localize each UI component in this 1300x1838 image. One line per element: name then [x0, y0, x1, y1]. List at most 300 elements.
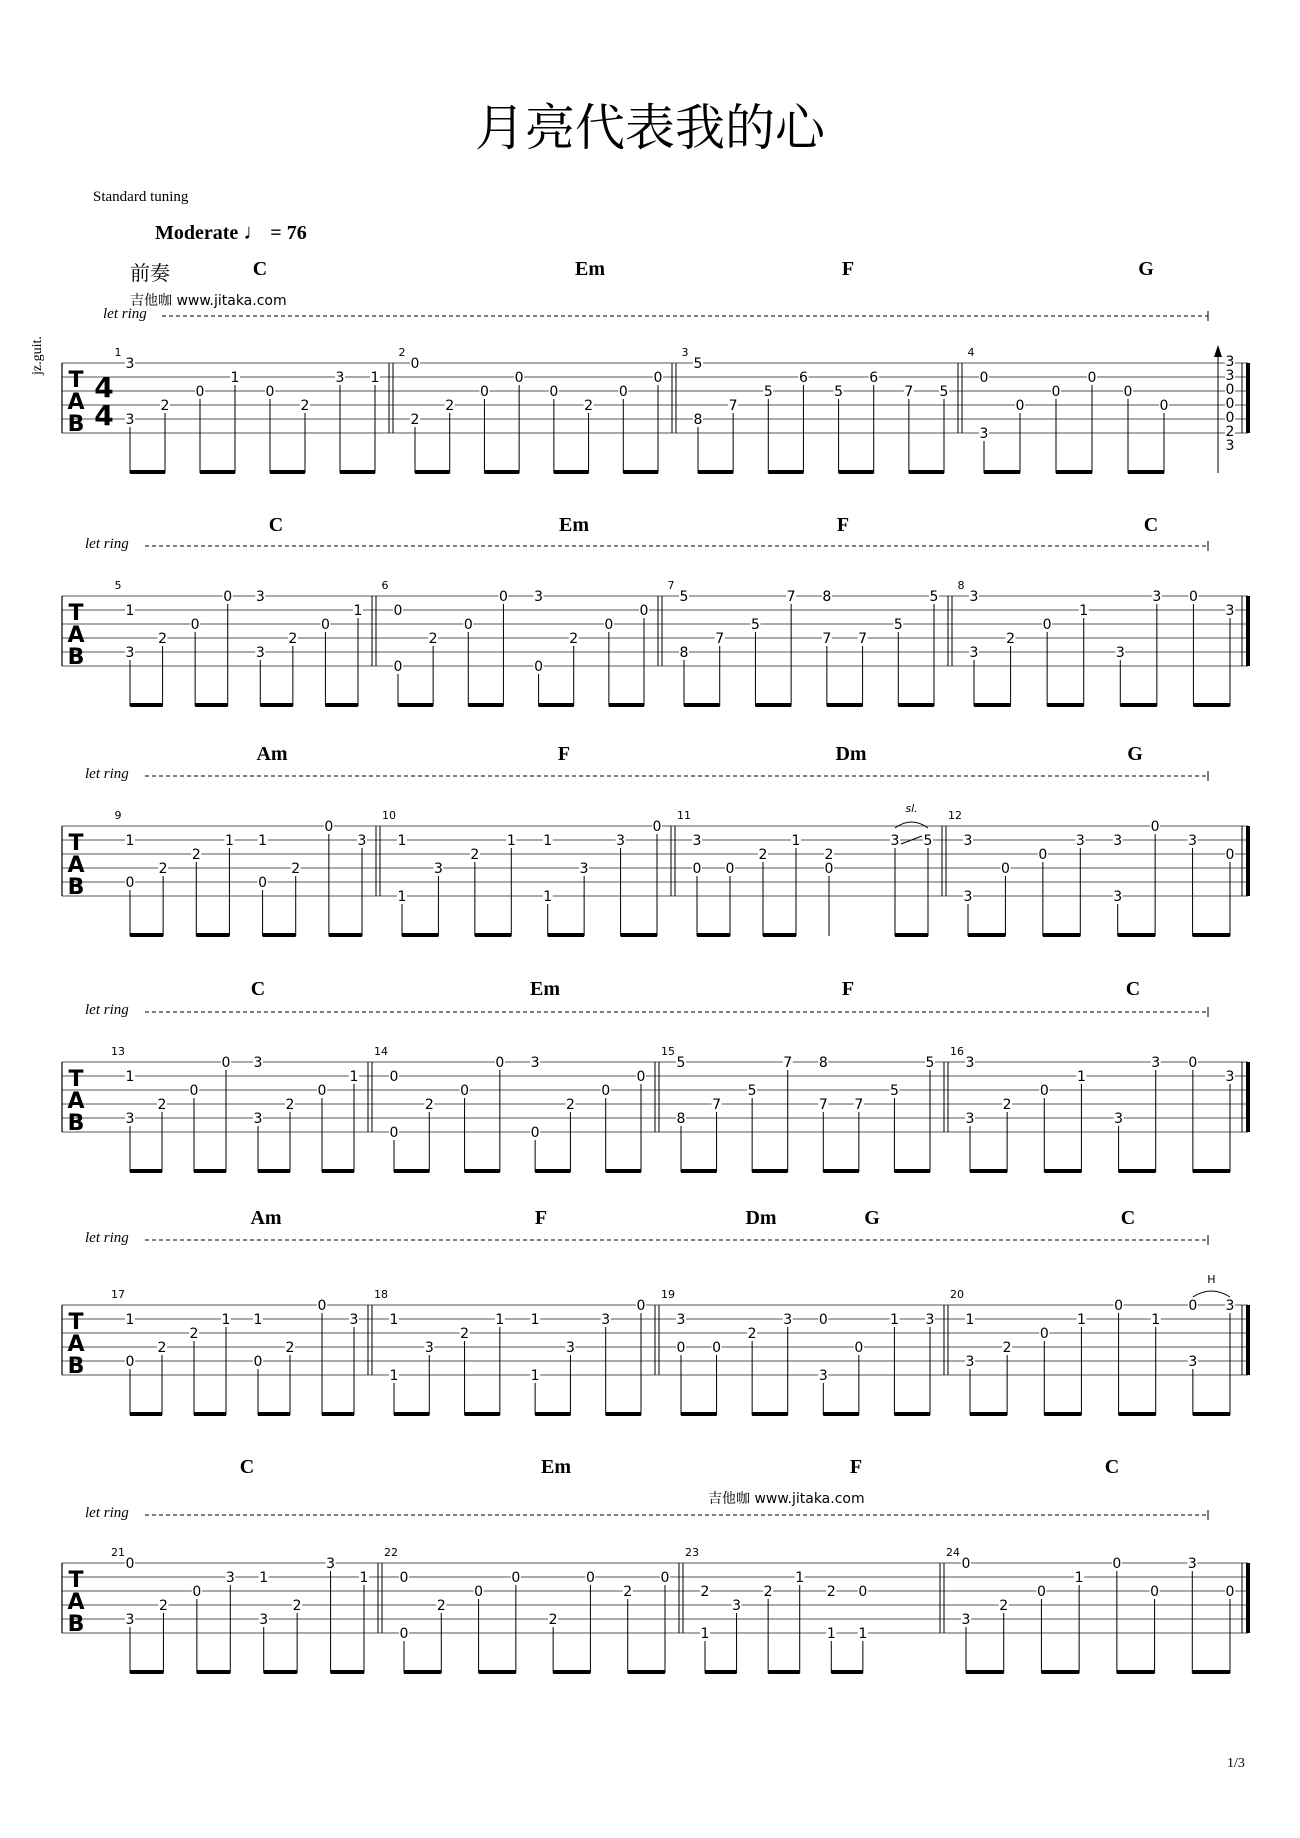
fret-number: 2 — [158, 1598, 168, 1614]
beam — [200, 470, 235, 474]
fret-number: 1 — [858, 1626, 868, 1642]
fret-number: 3 — [692, 833, 702, 849]
fret-number: 3 — [1225, 1298, 1235, 1314]
fret-number: 0 — [1015, 398, 1025, 414]
fret-number: 7 — [712, 1097, 722, 1113]
beam — [484, 470, 519, 474]
chord-symbol: Em — [541, 1456, 571, 1478]
fret-number: 3 — [125, 356, 135, 372]
fret-number: 0 — [1188, 1298, 1198, 1314]
fret-number: 2 — [157, 1340, 167, 1356]
beam — [258, 1412, 290, 1416]
tab-system — [62, 311, 1248, 474]
fret-number: 7 — [783, 1055, 793, 1071]
fret-number: 0 — [961, 1556, 971, 1572]
fret-number: 0 — [125, 1354, 135, 1370]
fret-number: 2 — [292, 1598, 302, 1614]
fret-number: 0 — [601, 1083, 611, 1099]
chord-symbol: Em — [575, 258, 605, 280]
fret-number: 2 — [758, 847, 768, 863]
tab-letter-t: T — [68, 1067, 84, 1092]
beam — [1128, 470, 1164, 474]
measure-number: 1 — [114, 346, 122, 359]
fret-number: 2 — [285, 1340, 295, 1356]
beam — [479, 1670, 516, 1674]
fret-number: 2 — [1225, 424, 1235, 440]
fret-number: 3 — [424, 1340, 434, 1356]
fret-number: 0 — [125, 875, 135, 891]
fret-number: 0 — [534, 659, 544, 675]
fret-number: 0 — [399, 1570, 409, 1586]
beam — [606, 1169, 641, 1173]
fret-number: 3 — [1187, 1556, 1197, 1572]
fret-number: 3 — [253, 1111, 263, 1127]
fret-number: 2 — [158, 631, 168, 647]
fret-number: 0 — [1114, 1298, 1124, 1314]
chord-symbol: C — [1143, 514, 1159, 536]
fret-number: 2 — [410, 412, 420, 428]
chord-symbol: C — [1120, 1207, 1136, 1229]
fret-number: 7 — [904, 384, 914, 400]
fret-number: 0 — [1188, 1055, 1198, 1071]
fret-number: 2 — [747, 1326, 757, 1342]
beam — [398, 703, 433, 707]
fret-number: 3 — [1115, 645, 1125, 661]
beam — [394, 1169, 429, 1173]
tab-letter-t: T — [68, 368, 84, 393]
measure-number: 20 — [950, 1288, 964, 1301]
fret-number: 1 — [353, 603, 363, 619]
beam — [130, 703, 163, 707]
fret-number: 1 — [1074, 1570, 1084, 1586]
beam — [894, 1412, 930, 1416]
measure-number: 21 — [111, 1546, 125, 1559]
beam — [628, 1670, 665, 1674]
fret-number: 2 — [1002, 1340, 1012, 1356]
fret-number: 2 — [1006, 631, 1016, 647]
fret-number: 1 — [125, 833, 135, 849]
fret-number: 0 — [463, 617, 473, 633]
hammer-arc — [1193, 1291, 1230, 1297]
chord-symbol: C — [250, 978, 266, 1000]
fret-number: 1 — [359, 1570, 369, 1586]
tab-system — [62, 1510, 1248, 1674]
beam — [1118, 933, 1155, 937]
section-label: 前奏 — [130, 261, 170, 285]
fret-number: 3 — [1225, 1069, 1235, 1085]
fret-number: 0 — [725, 861, 735, 877]
fret-number: 0 — [399, 1626, 409, 1642]
beam — [1117, 1670, 1155, 1674]
beam — [394, 1412, 429, 1416]
fret-number: 3 — [530, 1055, 540, 1071]
fret-number: 1 — [530, 1368, 540, 1384]
time-signature-top: 4 — [94, 371, 114, 404]
beam — [402, 933, 438, 937]
measure-number: 14 — [374, 1045, 388, 1058]
fret-number: 0 — [676, 1340, 686, 1356]
fret-number: 3 — [1114, 1111, 1124, 1127]
fret-number: 3 — [963, 889, 973, 905]
measure-number: 12 — [948, 809, 962, 822]
fret-number: 0 — [1112, 1556, 1122, 1572]
beam — [1056, 470, 1092, 474]
let-ring-label: let ring — [85, 1002, 129, 1018]
fret-number: 0 — [636, 1069, 646, 1085]
fret-number: 0 — [1038, 847, 1048, 863]
tab-letter-b: B — [67, 1111, 85, 1136]
chord-symbol: C — [268, 514, 284, 536]
fret-number: 0 — [514, 370, 524, 386]
let-ring-label: let ring — [85, 766, 129, 782]
fret-number: 3 — [349, 1312, 359, 1328]
fret-number: 2 — [623, 1584, 633, 1600]
fret-number: 5 — [923, 833, 933, 849]
beam — [260, 703, 293, 707]
fret-number: 1 — [125, 603, 135, 619]
fret-number: 3 — [979, 426, 989, 442]
fret-number: 0 — [1225, 1584, 1235, 1600]
fret-number: 0 — [223, 589, 233, 605]
fret-number: 0 — [1159, 398, 1169, 414]
chord-symbol: Am — [250, 1207, 282, 1229]
beam — [322, 1169, 354, 1173]
fret-number: 0 — [854, 1340, 864, 1356]
tab-letter-b: B — [67, 1354, 85, 1379]
beam — [1044, 1412, 1081, 1416]
fret-number: 0 — [1042, 617, 1052, 633]
let-ring-label: let ring — [85, 1505, 129, 1521]
fret-number: 2 — [285, 1097, 295, 1113]
measure-number: 24 — [946, 1546, 960, 1559]
fret-number: 1 — [125, 1069, 135, 1085]
fret-number: 0 — [530, 1125, 540, 1141]
tempo-word: Moderate — [155, 222, 239, 244]
beam — [1119, 1412, 1156, 1416]
fret-number: 3 — [1152, 589, 1162, 605]
measure-number: 23 — [685, 1546, 699, 1559]
chord-symbol: Em — [559, 514, 589, 536]
beam — [968, 933, 1005, 937]
fret-number: 2 — [826, 1584, 836, 1600]
fret-number: 5 — [889, 1083, 899, 1099]
fret-number: 5 — [750, 617, 760, 633]
let-ring-label: let ring — [85, 536, 129, 552]
beam — [970, 1412, 1007, 1416]
let-ring-label: let ring — [85, 1230, 129, 1246]
fret-number: 1 — [530, 1312, 540, 1328]
fret-number: 2 — [428, 631, 438, 647]
fret-number: 0 — [639, 603, 649, 619]
fret-number: 7 — [822, 631, 832, 647]
beam — [465, 1412, 500, 1416]
tab-letter-t: T — [68, 1568, 84, 1593]
fret-number: 2 — [288, 631, 298, 647]
fret-number: 3 — [963, 833, 973, 849]
beam — [894, 1169, 930, 1173]
fret-number: 0 — [1225, 396, 1235, 412]
beam — [1192, 1670, 1230, 1674]
fret-number: 0 — [495, 1055, 505, 1071]
fret-number: 0 — [652, 819, 662, 835]
watermark: 吉他咖 www.jitaka.com — [708, 1491, 865, 1507]
measure-number: 13 — [111, 1045, 125, 1058]
fret-number: 2 — [300, 398, 310, 414]
fret-number: 3 — [579, 861, 589, 877]
fret-number: 3 — [125, 645, 135, 661]
beam — [831, 1670, 863, 1674]
fret-number: 0 — [265, 384, 275, 400]
fret-number: 2 — [824, 847, 834, 863]
beam — [1043, 933, 1080, 937]
fret-number: 2 — [565, 1097, 575, 1113]
fret-number: 1 — [224, 833, 234, 849]
beam — [698, 470, 733, 474]
fret-number: 0 — [389, 1069, 399, 1085]
measure-number: 5 — [114, 579, 122, 592]
fret-number: 3 — [783, 1312, 793, 1328]
fret-number: 3 — [534, 589, 544, 605]
beam — [475, 933, 511, 937]
measure-number: 15 — [661, 1045, 675, 1058]
fret-number: 3 — [890, 833, 900, 849]
beam — [898, 703, 934, 707]
beam — [1193, 703, 1230, 707]
fret-number: 2 — [1002, 1097, 1012, 1113]
fret-number: 0 — [317, 1083, 327, 1099]
fret-number: 1 — [259, 1570, 269, 1586]
beam — [554, 470, 589, 474]
measure-number: 2 — [398, 346, 406, 359]
fret-number: 1 — [389, 1368, 399, 1384]
fret-number: 3 — [818, 1368, 828, 1384]
fret-number: 2 — [158, 861, 168, 877]
chord-symbol: F — [849, 1456, 863, 1478]
beam — [465, 1169, 500, 1173]
measure-number: 3 — [681, 346, 689, 359]
beam — [1193, 933, 1230, 937]
fret-number: 0 — [1087, 370, 1097, 386]
beam — [322, 1412, 354, 1416]
measure-number: 17 — [111, 1288, 125, 1301]
fret-number: 0 — [195, 384, 205, 400]
fret-number: 3 — [125, 1111, 135, 1127]
beam — [681, 1169, 717, 1173]
fret-number: 0 — [1051, 384, 1061, 400]
strum-arrow-head — [1214, 345, 1222, 357]
fret-number: 1 — [1079, 603, 1089, 619]
beam — [839, 470, 874, 474]
measure-number: 22 — [384, 1546, 398, 1559]
fret-number: 7 — [786, 589, 796, 605]
let-ring-label: let ring — [103, 306, 147, 322]
beam — [823, 1412, 859, 1416]
beam — [130, 470, 165, 474]
fret-number: 2 — [157, 1097, 167, 1113]
beam — [1041, 1670, 1079, 1674]
tab-letter-a: A — [67, 1590, 85, 1615]
fret-number: 3 — [1113, 833, 1123, 849]
watermark: 吉他咖 www.jitaka.com — [130, 293, 287, 309]
measure-number: 9 — [114, 809, 122, 822]
fret-number: 2 — [291, 861, 301, 877]
fret-number: 0 — [125, 1556, 135, 1572]
fret-number: 3 — [1075, 833, 1085, 849]
fret-number: 0 — [1188, 589, 1198, 605]
fret-number: 1 — [495, 1312, 505, 1328]
beam — [340, 470, 375, 474]
fret-number: 3 — [961, 1612, 971, 1628]
fret-number: 3 — [1188, 833, 1198, 849]
fret-number: 7 — [728, 398, 738, 414]
score-title: 月亮代表我的心 — [475, 99, 825, 157]
measure-number: 6 — [381, 579, 389, 592]
tab-system — [62, 1235, 1248, 1416]
fret-number: 0 — [410, 356, 420, 372]
slide-arc — [895, 822, 928, 828]
tab-letter-b: B — [67, 1612, 85, 1637]
measure-number: 4 — [967, 346, 975, 359]
fret-number: 5 — [679, 589, 689, 605]
fret-number: 1 — [965, 1312, 975, 1328]
beam — [130, 1670, 163, 1674]
fret-number: 0 — [474, 1584, 484, 1600]
beam — [966, 1670, 1004, 1674]
fret-number: 5 — [939, 384, 949, 400]
fret-number: 3 — [357, 833, 367, 849]
beam — [606, 1412, 641, 1416]
fret-number: 2 — [700, 1584, 710, 1600]
fret-number: 2 — [548, 1612, 558, 1628]
fret-number: 8 — [818, 1055, 828, 1071]
beam — [768, 470, 803, 474]
fret-number: 0 — [979, 370, 989, 386]
tab-system — [62, 771, 1248, 937]
beam — [196, 933, 229, 937]
tuning-label: Standard tuning — [93, 189, 189, 205]
beam — [1120, 703, 1157, 707]
fret-number: 0 — [1036, 1584, 1046, 1600]
fret-number: 0 — [1150, 1584, 1160, 1600]
fret-number: 8 — [679, 645, 689, 661]
fret-number: 0 — [511, 1570, 521, 1586]
beam — [1193, 1169, 1230, 1173]
fret-number: 1 — [795, 1570, 805, 1586]
fret-number: 7 — [715, 631, 725, 647]
beam — [535, 1169, 570, 1173]
fret-number: 6 — [798, 370, 808, 386]
fret-number: 1 — [125, 1312, 135, 1328]
fret-number: 0 — [317, 1298, 327, 1314]
fret-number: 0 — [460, 1083, 470, 1099]
measure-number: 11 — [677, 809, 691, 822]
beam — [130, 1412, 162, 1416]
fret-number: 2 — [584, 398, 594, 414]
instrument-label: jz.guit. — [30, 336, 45, 375]
beam — [553, 1670, 590, 1674]
fret-number: 5 — [693, 356, 703, 372]
tab-system — [62, 1007, 1248, 1173]
fret-number: 5 — [893, 617, 903, 633]
fret-number: 0 — [824, 861, 834, 877]
fret-number: 0 — [1039, 1326, 1049, 1342]
fret-number: 1 — [826, 1626, 836, 1642]
beam — [827, 703, 863, 707]
fret-number: 0 — [1150, 819, 1160, 835]
tab-letter-a: A — [67, 1332, 85, 1357]
fret-number: 0 — [258, 875, 268, 891]
fret-number: 1 — [397, 889, 407, 905]
fret-number: 3 — [125, 1612, 135, 1628]
beam — [130, 933, 163, 937]
fret-number: 3 — [969, 589, 979, 605]
hammer-label: H — [1207, 1273, 1216, 1286]
fret-number: 6 — [869, 370, 879, 386]
fret-number: 3 — [326, 1556, 336, 1572]
beam — [194, 1412, 226, 1416]
chord-symbol: Dm — [835, 743, 867, 765]
beam — [970, 1169, 1007, 1173]
tab-letter-b: B — [67, 645, 85, 670]
chord-symbol: F — [557, 743, 571, 765]
fret-number: 0 — [393, 603, 403, 619]
fret-number: 0 — [1039, 1083, 1049, 1099]
tab-letter-a: A — [67, 390, 85, 415]
fret-number: 1 — [221, 1312, 231, 1328]
beam — [329, 933, 362, 937]
fret-number: 0 — [393, 659, 403, 675]
fret-number: 1 — [389, 1312, 399, 1328]
chord-symbol: F — [841, 258, 855, 280]
tab-letter-a: A — [67, 623, 85, 648]
fret-number: 3 — [255, 589, 265, 605]
fret-number: 1 — [253, 1312, 263, 1328]
fret-number: 0 — [389, 1125, 399, 1141]
fret-number: 1 — [1076, 1312, 1086, 1328]
beam — [195, 703, 228, 707]
measure-number: 10 — [382, 809, 396, 822]
fret-number: 3 — [1225, 438, 1235, 454]
fret-number: 5 — [763, 384, 773, 400]
fret-number: 3 — [965, 1055, 975, 1071]
fret-number: 0 — [636, 1298, 646, 1314]
fret-number: 0 — [190, 617, 200, 633]
fret-number: 2 — [189, 1326, 199, 1342]
chord-symbol: F — [836, 514, 850, 536]
fret-number: 3 — [965, 1354, 975, 1370]
fret-number: 0 — [1123, 384, 1133, 400]
fret-number: 3 — [125, 412, 135, 428]
fret-number: 5 — [925, 1055, 935, 1071]
tab-letter-t: T — [68, 601, 84, 626]
fret-number: 0 — [192, 1584, 202, 1600]
fret-number: 7 — [858, 631, 868, 647]
fret-number: 3 — [253, 1055, 263, 1071]
tab-system — [62, 541, 1248, 707]
fret-number: 0 — [1225, 382, 1235, 398]
fret-number: 2 — [160, 398, 170, 414]
fret-number: 3 — [616, 833, 626, 849]
beam — [548, 933, 584, 937]
beam — [270, 470, 305, 474]
chord-symbol: Em — [530, 978, 560, 1000]
fret-number: 3 — [335, 370, 345, 386]
fret-number: 7 — [854, 1097, 864, 1113]
beam — [263, 933, 296, 937]
fret-number: 2 — [999, 1598, 1009, 1614]
fret-number: 3 — [259, 1612, 269, 1628]
fret-number: 0 — [1000, 861, 1010, 877]
